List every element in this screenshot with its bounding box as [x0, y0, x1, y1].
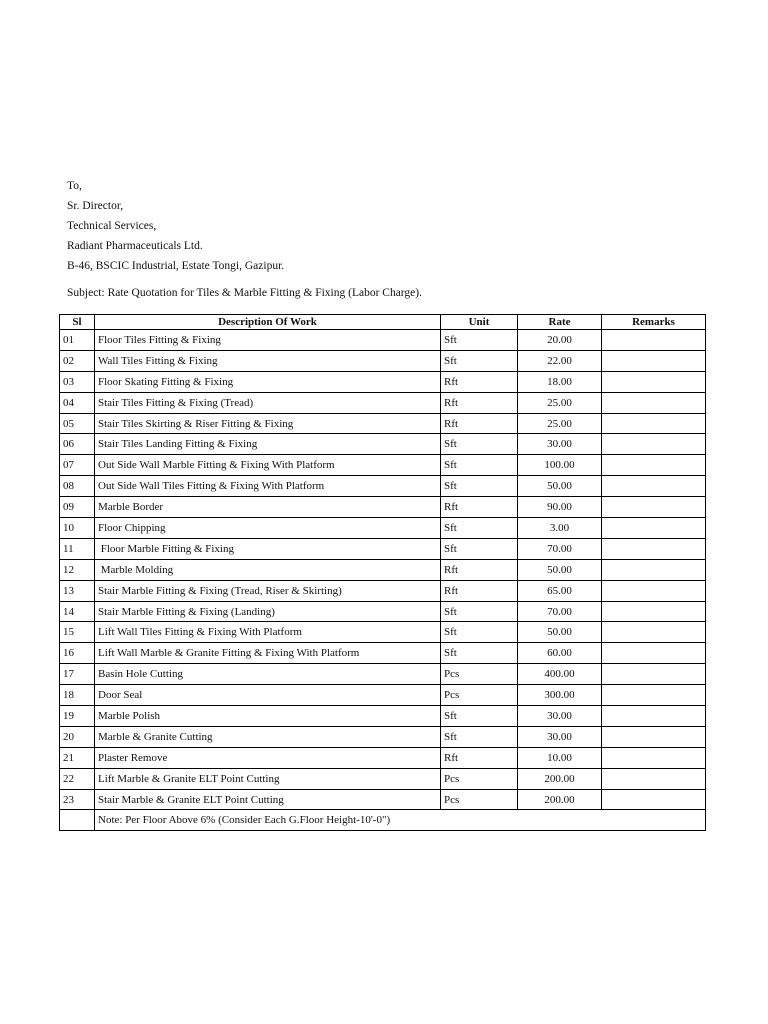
- cell-unit: Rft: [441, 559, 518, 580]
- cell-sl: 17: [60, 664, 95, 685]
- cell-unit: Rft: [441, 371, 518, 392]
- cell-rate: 65.00: [518, 580, 602, 601]
- cell-description: Out Side Wall Tiles Fitting & Fixing With Platform: [95, 476, 441, 497]
- cell-unit: Pcs: [441, 685, 518, 706]
- cell-sl: 18: [60, 685, 95, 706]
- table-row: [60, 747, 706, 768]
- cell-unit: Rft: [441, 580, 518, 601]
- cell-description: Floor Skating Fitting & Fixing: [95, 371, 441, 392]
- cell-rate: 100.00: [518, 455, 602, 476]
- cell-unit: Rft: [441, 747, 518, 768]
- cell-remarks: [602, 476, 706, 497]
- cell-rate: 300.00: [518, 685, 602, 706]
- cell-remarks: [602, 497, 706, 518]
- cell-unit: Rft: [441, 497, 518, 518]
- cell-sl: 14: [60, 601, 95, 622]
- cell-sl: 07: [60, 455, 95, 476]
- header-sl: Sl: [60, 315, 95, 330]
- cell-rate: 50.00: [518, 476, 602, 497]
- cell-description: Plaster Remove: [95, 747, 441, 768]
- cell-sl: 10: [60, 518, 95, 539]
- table-row: [60, 497, 706, 518]
- cell-rate: 25.00: [518, 413, 602, 434]
- cell-description: Marble & Granite Cutting: [95, 726, 441, 747]
- cell-sl: 06: [60, 434, 95, 455]
- cell-rate: 25.00: [518, 392, 602, 413]
- cell-remarks: [602, 747, 706, 768]
- cell-rate: 30.00: [518, 706, 602, 727]
- cell-description: Stair Marble & Granite ELT Point Cutting: [95, 789, 441, 810]
- cell-description: Out Side Wall Marble Fitting & Fixing With Platform: [95, 455, 441, 476]
- table-header-row: [60, 315, 706, 330]
- header-unit: Unit: [441, 315, 518, 330]
- cell-unit: Sft: [441, 643, 518, 664]
- cell-sl: 19: [60, 706, 95, 727]
- table-row: [60, 518, 706, 539]
- cell-sl: 03: [60, 371, 95, 392]
- cell-description: Stair Tiles Landing Fitting & Fixing: [95, 434, 441, 455]
- table-row: [60, 726, 706, 747]
- cell-description: Floor Marble Fitting & Fixing: [95, 538, 441, 559]
- cell-description: Floor Chipping: [95, 518, 441, 539]
- cell-description: Stair Marble Fitting & Fixing (Landing): [95, 601, 441, 622]
- cell-remarks: [602, 664, 706, 685]
- cell-unit: Sft: [441, 538, 518, 559]
- table-row: [60, 559, 706, 580]
- cell-rate: 3.00: [518, 518, 602, 539]
- cell-sl: 05: [60, 413, 95, 434]
- cell-rate: 60.00: [518, 643, 602, 664]
- cell-rate: 70.00: [518, 538, 602, 559]
- note-empty-cell: [60, 810, 95, 831]
- cell-description: Door Seal: [95, 685, 441, 706]
- cell-rate: 200.00: [518, 789, 602, 810]
- table-row: [60, 768, 706, 789]
- table-row: [60, 455, 706, 476]
- header-rate: Rate: [518, 315, 602, 330]
- table-row: [60, 789, 706, 810]
- cell-unit: Rft: [441, 392, 518, 413]
- table-row: [60, 434, 706, 455]
- cell-unit: Rft: [441, 413, 518, 434]
- cell-remarks: [602, 768, 706, 789]
- cell-sl: 16: [60, 643, 95, 664]
- cell-remarks: [602, 350, 706, 371]
- recipient-address: [67, 177, 284, 277]
- cell-unit: Pcs: [441, 789, 518, 810]
- cell-sl: 12: [60, 559, 95, 580]
- table-row: [60, 538, 706, 559]
- cell-remarks: [602, 559, 706, 580]
- cell-description: Wall Tiles Fitting & Fixing: [95, 350, 441, 371]
- cell-unit: Sft: [441, 455, 518, 476]
- cell-description: Stair Marble Fitting & Fixing (Tread, Riser & Skirting): [95, 580, 441, 601]
- cell-remarks: [602, 685, 706, 706]
- cell-remarks: [602, 789, 706, 810]
- cell-remarks: [602, 434, 706, 455]
- cell-description: Marble Polish: [95, 706, 441, 727]
- cell-rate: 50.00: [518, 559, 602, 580]
- cell-unit: Sft: [441, 350, 518, 371]
- note-text: Note: Per Floor Above 6% (Consider Each G.Floor Height-10'-0"): [95, 810, 706, 831]
- cell-sl: 04: [60, 392, 95, 413]
- cell-rate: 400.00: [518, 664, 602, 685]
- address-line: Technical Services,: [67, 220, 157, 232]
- cell-unit: Sft: [441, 601, 518, 622]
- table-row: [60, 413, 706, 434]
- cell-rate: 90.00: [518, 497, 602, 518]
- table-row: [60, 622, 706, 643]
- cell-sl: 09: [60, 497, 95, 518]
- table-row: [60, 371, 706, 392]
- address-line: To,: [67, 180, 82, 192]
- cell-remarks: [602, 330, 706, 351]
- table-row: [60, 476, 706, 497]
- cell-remarks: [602, 706, 706, 727]
- cell-sl: 11: [60, 538, 95, 559]
- cell-unit: Pcs: [441, 768, 518, 789]
- cell-description: Basin Hole Cutting: [95, 664, 441, 685]
- cell-sl: 22: [60, 768, 95, 789]
- cell-unit: Pcs: [441, 664, 518, 685]
- cell-sl: 01: [60, 330, 95, 351]
- cell-description: Lift Marble & Granite ELT Point Cutting: [95, 768, 441, 789]
- cell-remarks: [602, 371, 706, 392]
- cell-unit: Sft: [441, 726, 518, 747]
- cell-rate: 50.00: [518, 622, 602, 643]
- cell-description: Stair Tiles Fitting & Fixing (Tread): [95, 392, 441, 413]
- cell-sl: 15: [60, 622, 95, 643]
- cell-description: Floor Tiles Fitting & Fixing: [95, 330, 441, 351]
- cell-unit: Sft: [441, 622, 518, 643]
- cell-rate: 18.00: [518, 371, 602, 392]
- cell-remarks: [602, 518, 706, 539]
- cell-description: Marble Molding: [95, 559, 441, 580]
- cell-remarks: [602, 601, 706, 622]
- table-row: [60, 601, 706, 622]
- cell-remarks: [602, 455, 706, 476]
- cell-sl: 08: [60, 476, 95, 497]
- table-row: [60, 706, 706, 727]
- cell-rate: 30.00: [518, 434, 602, 455]
- cell-unit: Sft: [441, 330, 518, 351]
- cell-sl: 21: [60, 747, 95, 768]
- table-row: [60, 664, 706, 685]
- subject-line: Subject: Rate Quotation for Tiles & Marble Fitting & Fixing (Labor Charge).: [67, 287, 422, 299]
- cell-sl: 20: [60, 726, 95, 747]
- cell-remarks: [602, 643, 706, 664]
- rate-quotation-table: [59, 314, 706, 831]
- address-line: Sr. Director,: [67, 200, 124, 212]
- table-row: [60, 685, 706, 706]
- header-description: Description Of Work: [95, 315, 441, 330]
- table-body: [60, 330, 706, 810]
- cell-sl: 13: [60, 580, 95, 601]
- table-row: [60, 580, 706, 601]
- cell-rate: 200.00: [518, 768, 602, 789]
- cell-unit: Sft: [441, 706, 518, 727]
- cell-sl: 23: [60, 789, 95, 810]
- cell-rate: 22.00: [518, 350, 602, 371]
- cell-rate: 70.00: [518, 601, 602, 622]
- cell-remarks: [602, 413, 706, 434]
- header-remarks: Remarks: [602, 315, 706, 330]
- note-row: [60, 810, 706, 831]
- cell-remarks: [602, 392, 706, 413]
- cell-remarks: [602, 538, 706, 559]
- address-line: B-46, BSCIC Industrial, Estate Tongi, Gazipur.: [67, 260, 285, 272]
- cell-description: Stair Tiles Skirting & Riser Fitting & Fixing: [95, 413, 441, 434]
- cell-unit: Sft: [441, 476, 518, 497]
- cell-description: Marble Border: [95, 497, 441, 518]
- address-line: Radiant Pharmaceuticals Ltd.: [67, 240, 203, 252]
- cell-description: Lift Wall Tiles Fitting & Fixing With Platform: [95, 622, 441, 643]
- cell-unit: Sft: [441, 518, 518, 539]
- cell-rate: 10.00: [518, 747, 602, 768]
- cell-description: Lift Wall Marble & Granite Fitting & Fixing With Platform: [95, 643, 441, 664]
- cell-remarks: [602, 726, 706, 747]
- table-row: [60, 330, 706, 351]
- table-row: [60, 643, 706, 664]
- cell-unit: Sft: [441, 434, 518, 455]
- cell-rate: 30.00: [518, 726, 602, 747]
- table-row: [60, 350, 706, 371]
- cell-remarks: [602, 622, 706, 643]
- cell-remarks: [602, 580, 706, 601]
- table-row: [60, 392, 706, 413]
- cell-rate: 20.00: [518, 330, 602, 351]
- cell-sl: 02: [60, 350, 95, 371]
